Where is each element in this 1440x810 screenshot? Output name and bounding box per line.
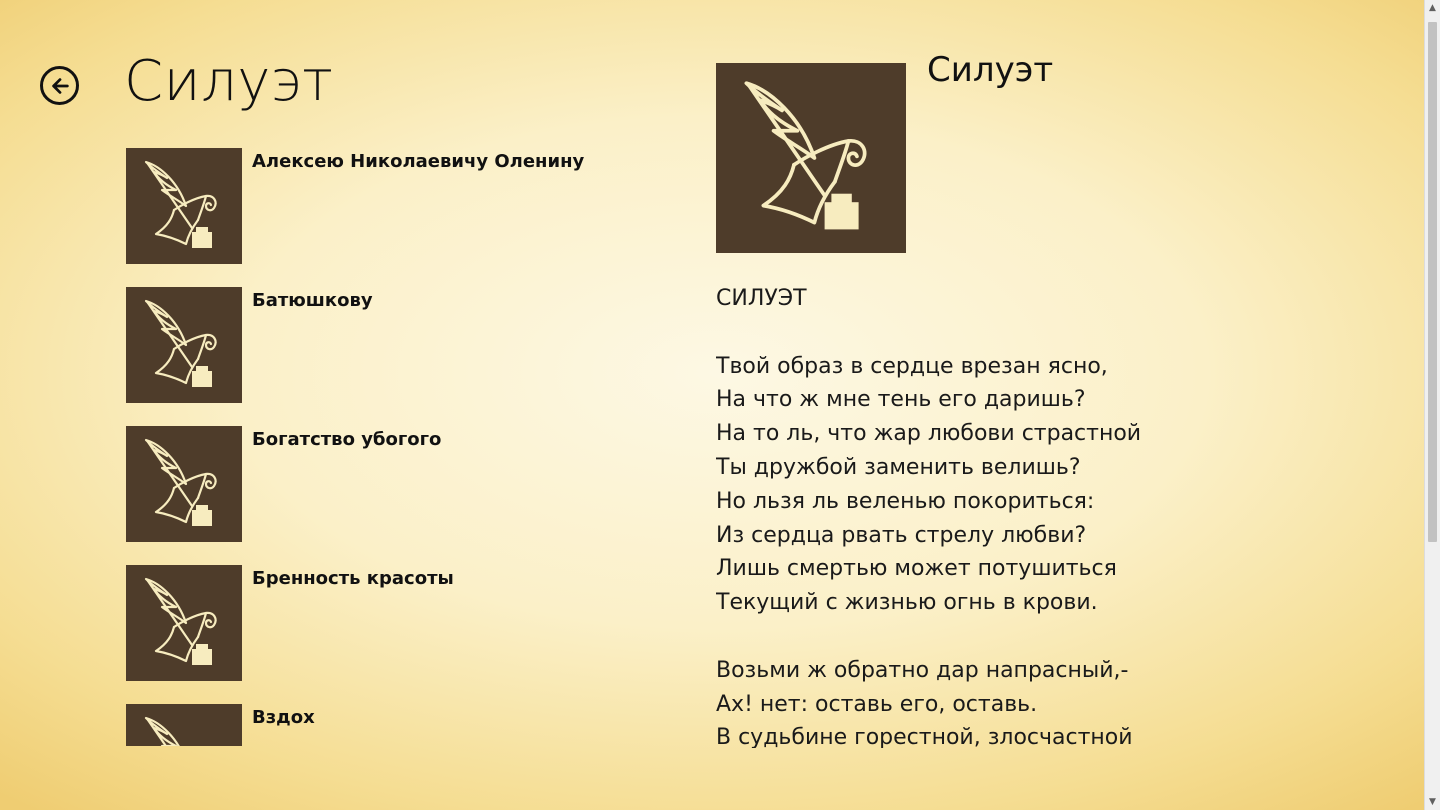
poem-line: Но льзя ль веленью покориться:	[716, 488, 1095, 514]
poem-text	[716, 282, 1316, 748]
stanza-gap	[716, 620, 1316, 654]
poem-line: Возьми ж обратно дар напрасный,-	[716, 657, 1129, 683]
poem-line: Ах! нет: оставь его, оставь.	[716, 691, 1038, 717]
poem-line: Текущий с жизнью огнь в крови.	[716, 590, 1098, 616]
scroll-up-icon[interactable]: ▲	[1429, 3, 1436, 13]
poem-line: Твой образ в сердце врезан ясно,	[716, 353, 1108, 379]
poem-list-item[interactable]	[126, 426, 646, 542]
quill-inkwell-icon	[126, 426, 242, 542]
scroll-down-icon[interactable]: ▼	[1429, 797, 1436, 807]
back-arrow-icon	[49, 75, 71, 97]
poem-line: Ты дружбой заменить велишь?	[716, 454, 1081, 480]
vertical-scrollbar[interactable]	[1424, 0, 1440, 810]
poem-list	[126, 148, 646, 746]
poem-list-item-title: Вздох	[252, 707, 315, 728]
back-button[interactable]	[40, 66, 79, 105]
quill-inkwell-icon	[126, 148, 242, 264]
poem-heading: СИЛУЭТ	[716, 286, 807, 311]
detail-title: Силуэт	[927, 50, 1054, 90]
stanza-gap	[716, 316, 1316, 350]
poem-list-item[interactable]	[126, 287, 646, 403]
detail-quill-inkwell-icon	[716, 63, 906, 253]
poem-line: Лишь смертью может потушиться	[716, 556, 1117, 582]
poem-list-item-title: Богатство убогого	[252, 429, 442, 450]
poem-list-item-title: Батюшкову	[252, 290, 373, 311]
page-title: Силуэт	[124, 49, 334, 114]
poem-line: Из сердца рвать стрелу любви?	[716, 522, 1087, 548]
scroll-thumb[interactable]	[1428, 22, 1437, 542]
poem-list-item[interactable]	[126, 565, 646, 681]
poem-line: На то ль, что жар любови страстной	[716, 421, 1142, 447]
poem-line: На что ж мне тень его даришь?	[716, 387, 1086, 413]
quill-inkwell-icon	[126, 704, 242, 746]
poem-list-item-title: Алексею Николаевичу Оленину	[252, 151, 585, 172]
poem-list-item-title: Бренность красоты	[252, 568, 454, 589]
quill-inkwell-icon	[126, 565, 242, 681]
quill-inkwell-icon	[126, 287, 242, 403]
poem-line: В судьбине горестной, злосчастной	[716, 725, 1133, 748]
poem-list-item[interactable]	[126, 148, 646, 264]
poem-list-item[interactable]	[126, 704, 646, 746]
